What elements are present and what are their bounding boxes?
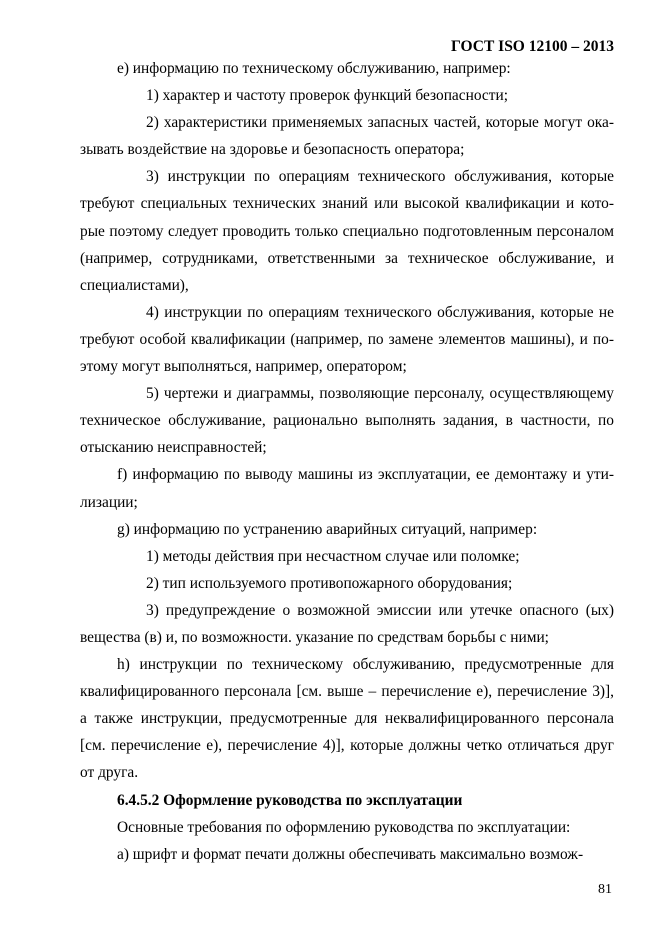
page-number: 81 — [598, 882, 612, 897]
item-a: а) шрифт и формат печати должны обеспечивать максимально возмож- — [117, 845, 584, 863]
item-e-3: 3) инструкции по операциям технического обслуживания, которые требуют специальных технических знаний или высокой квалификации и которые поэтому следует проводить только специально подготовленным персоналом (например, сотрудниками, ответственными за техническое обслуживание, и специалистами), — [80, 168, 614, 294]
item-e: e) информацию по техническому обслуживанию, например: — [117, 60, 511, 77]
item-f: f) информацию по выводу машины из эксплуатации, ее демонтажу и утилизации; — [80, 466, 614, 511]
item-g-2: 2) тип используемого противопожарного оборудования; — [146, 574, 513, 592]
section-intro: Основные требования по оформлению руководства по эксплуатации: — [117, 818, 571, 836]
item-g-1: 1) методы действия при несчастном случае или поломке; — [146, 547, 520, 565]
document-header: ГОСТ ISO 12100 – 2013 — [451, 38, 614, 55]
item-e-1: 1) характер и частоту проверок функций безопасности; — [146, 87, 508, 105]
item-h: h) инструкции по техническому обслуживанию, предусмотренные для квалифицированного персонала [см. выше – перечисление е), перечисление 3)], а также инструкции, предусмотренные для неквалифицированного персонала [см. перечисление е), перечисление 4)], которые должны четко отличаться друг от друга. — [80, 656, 614, 782]
item-e-5: 5) чертежи и диаграммы, позволяющие персоналу, осуществляющему техническое обслуживание, рационально выполнять задания, в частности, по отысканию неисправностей; — [80, 385, 614, 457]
item-e-2: 2) характеристики применяемых запасных частей, которые могут оказывать воздействие на здоровье и безопасность оператора; — [80, 114, 614, 159]
item-g: g) информацию по устранению аварийных ситуаций, например: — [117, 520, 538, 538]
section-heading: 6.4.5.2 Оформление руководства по эксплуатации — [117, 791, 463, 809]
item-g-3: 3) предупреждение о возможной эмиссии или утечке опасного (ых) вещества (в) и, по возможности. указание по средствам борьбы с ними; — [80, 601, 614, 646]
item-e-4: 4) инструкции по операциям технического обслуживания, которые не требуют особой квалификации (например, по замене элементов машины), и поэтому могут выполняться, например, оператором; — [80, 303, 614, 376]
document-body — [80, 55, 614, 868]
